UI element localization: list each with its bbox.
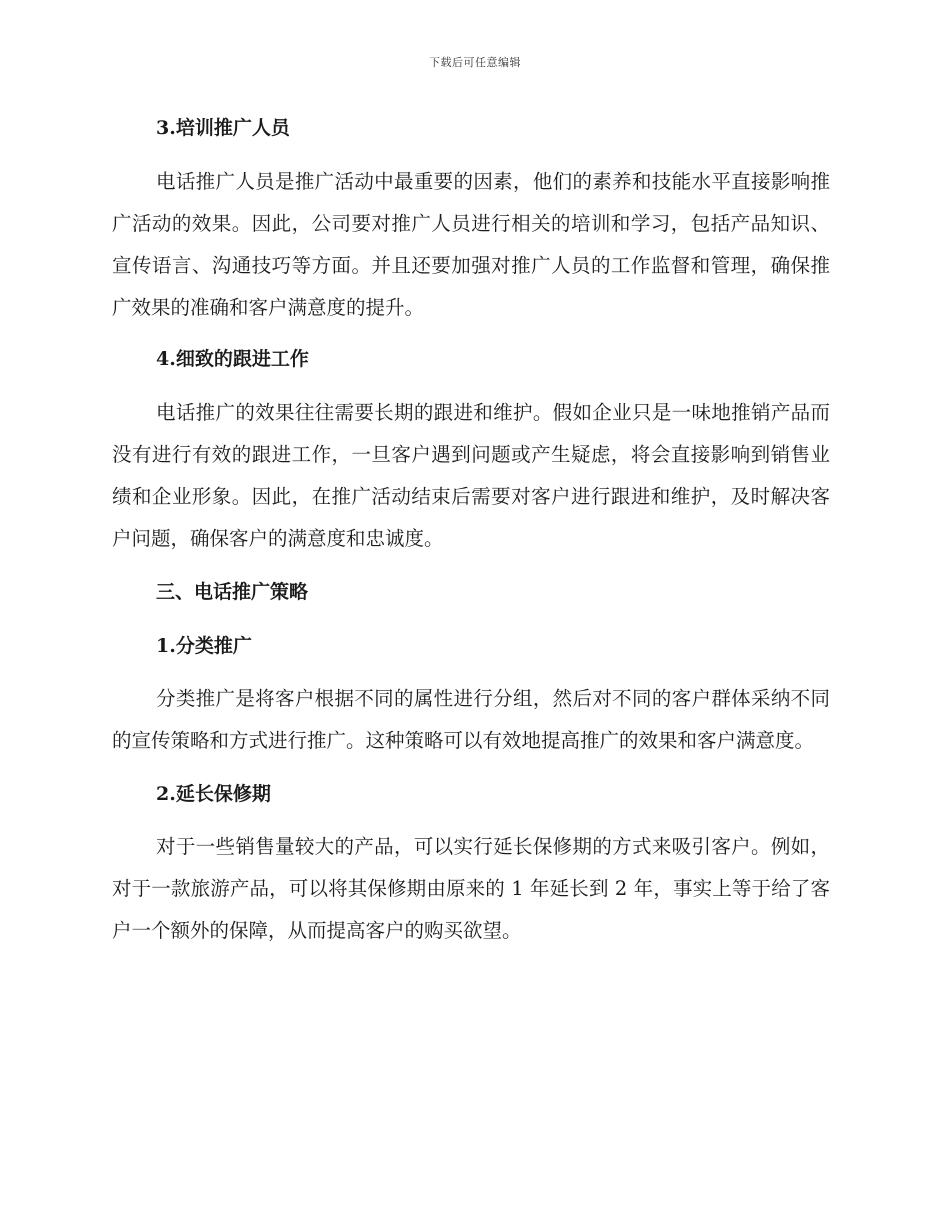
chapter-heading-strategy: 三、电话推广策略: [156, 581, 309, 603]
paragraph-training: 电话推广人员是推广活动中最重要的因素，他们的素养和技能水平直接影响推广活动的效果。因此，公司要对推广人员进行相关的培训和学习，包括产品知识、宣传语言、沟通技巧等方面。并且还要加强对推广人员的工作监督和管理，确保推广效果的准确和客户满意度的提升。: [112, 170, 830, 319]
section-heading-followup: 4.细致的跟进工作: [156, 348, 309, 370]
document-body: [112, 108, 830, 952]
paragraph-classify: 分类推广是将客户根据不同的属性进行分组，然后对不同的客户群体采纳不同的宣传策略和方式进行推广。这种策略可以有效地提高推广的效果和客户满意度。: [112, 687, 830, 752]
paragraph-followup: 电话推广的效果往往需要长期的跟进和维护。假如企业只是一味地推销产品而没有进行有效的跟进工作，一旦客户遇到问题或产生疑虑，将会直接影响到销售业绩和企业形象。因此，在推广活动结束后需要对客户进行跟进和维护，及时解决客户问题，确保客户的满意度和忠诚度。: [112, 401, 830, 550]
section-heading-warranty: 2.延长保修期: [156, 783, 271, 805]
page-header: 下载后可任意编辑: [429, 56, 521, 69]
section-heading-classify: 1.分类推广: [156, 635, 252, 657]
section-heading-training: 3.培训推广人员: [156, 117, 290, 139]
paragraph-warranty: 对于一些销售量较大的产品，可以实行延长保修期的方式来吸引客户。例如，对于一款旅游产品，可以将其保修期由原来的 1 年延长到 2 年，事实上等于给了客户一个额外的保障，从而提高客户的购买欲望。: [112, 835, 830, 942]
